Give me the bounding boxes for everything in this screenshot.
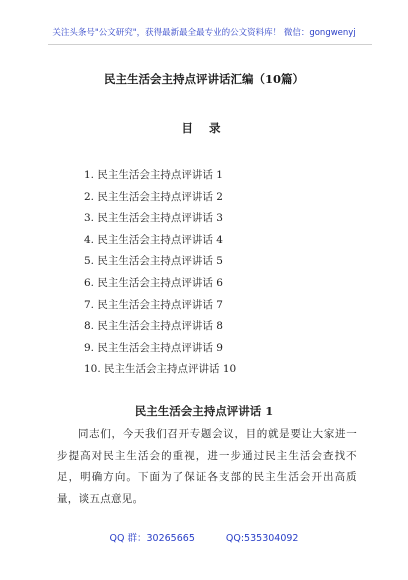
toc-item[interactable]: 6. 民主生活会主持点评讲话 6 (84, 276, 223, 289)
footer-qq-group: QQ 群：30265665 (109, 533, 195, 544)
toc-item[interactable]: 8. 民主生活会主持点评讲话 8 (84, 320, 223, 333)
toc-item[interactable]: 5. 民主生活会主持点评讲话 5 (84, 255, 223, 268)
toc-item[interactable]: 9. 民主生活会主持点评讲话 9 (84, 341, 223, 354)
toc-item[interactable]: 4. 民主生活会主持点评讲话 4 (84, 233, 223, 246)
document-title: 民主生活会主持点评讲话汇编（10篇） (103, 72, 304, 86)
header-divider (48, 44, 372, 45)
toc-item[interactable]: 1. 民主生活会主持点评讲话 1 (84, 169, 223, 181)
toc-item[interactable]: 7. 民主生活会主持点评讲话 7 (84, 298, 223, 311)
toc-heading: 目 录 (181, 121, 227, 135)
toc-item[interactable]: 2. 民主生活会主持点评讲话 2 (84, 190, 223, 203)
toc-item[interactable]: 3. 民主生活会主持点评讲话 3 (84, 212, 223, 225)
table-of-contents (84, 165, 236, 381)
toc-item[interactable]: 10. 民主生活会主持点评讲话 10 (84, 363, 237, 376)
section-title: 民主生活会主持点评讲话 1 (134, 404, 274, 418)
footer-qq: QQ:535304092 (225, 533, 299, 544)
body-paragraph: 同志们，今天我们召开专题会议，目的就是要让大家进一步提高对民主生活会的重视，进一步通过民主生活会查找不足，明确方向。下面为了保证各支部的民主生活会开出高质量，谈五点意见。 (57, 428, 357, 505)
header-banner: 关注头条号"公文研究"，获得最新最全最专业的公文资料库！ 微信：gongwenyj (52, 28, 356, 38)
footer-contact (0, 530, 408, 544)
